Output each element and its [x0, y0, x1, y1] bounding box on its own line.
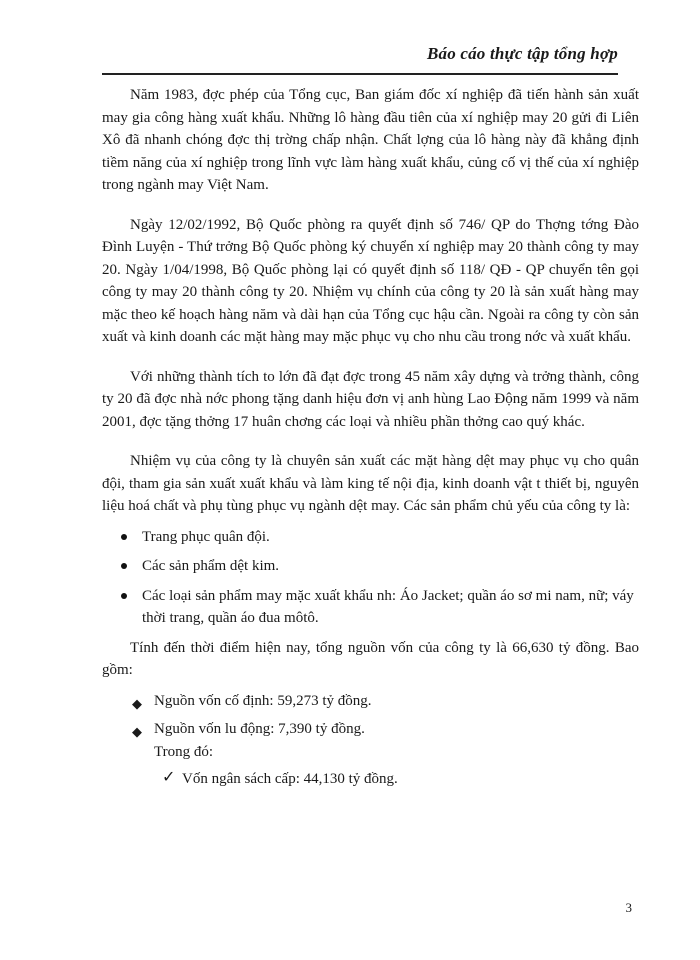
paragraph-mission: Nhiệm vụ của công ty là chuyên sản xuất các mặt hàng dệt may phục vụ cho quân đội, tham gia sản xuất xuất khẩu và làm king tế nội địa, kinh doanh vật t thiết bị, nguyên liệu hoá chất và phụ tùng phục vụ ngành dệt may. Các sản phẩm chủ yếu của công ty là: — [102, 453, 639, 514]
list-item-text: Nguồn vốn cố định: 59,273 tỷ đồng. — [154, 692, 372, 709]
list-item — [102, 526, 639, 549]
list-item — [102, 555, 639, 578]
checkmark-icon: ✓ — [162, 769, 176, 786]
list-item — [102, 718, 639, 741]
list-item — [102, 690, 639, 713]
list-item-text: Các loại sản phẩm may mặc xuất khẩu nh: Áo Jacket; quần áo sơ mi nam, nữ; váy thời trang, quần áo đua môtô. — [142, 587, 634, 626]
page-number: 3 — [625, 900, 632, 915]
paragraph-achievements: Với những thành tích to lớn đã đạt đợc trong 45 năm xây dựng và trởng thành, công ty 20 đã đợc nhà nớc phong tặng danh hiệu đơn vị anh hùng Lao Động năm 1999 và năm 2001, đợc tặng thởng 17 huân chơng các loại và nhiều phần thởng cao quý khác. — [102, 368, 639, 430]
paragraph-capital: Tính đến thời điểm hiện nay, tổng nguồn vốn của công ty là 66,630 tỷ đồng. Bao gồm: — [102, 639, 639, 678]
document-body — [102, 84, 639, 791]
list-item — [102, 585, 639, 630]
list-item-text: Nguồn vốn lu động: 7,390 tỷ đồng. — [154, 721, 365, 737]
list-item-text: Các sản phẩm dệt kim. — [142, 558, 280, 574]
list-item-text: Trang phục quân đội. — [142, 528, 270, 545]
capital-list — [102, 690, 639, 741]
check-list-item — [102, 768, 639, 791]
sub-note: Trong đó: — [154, 743, 214, 760]
diamond-bullet-icon: ◆ — [132, 724, 142, 739]
header-divider — [102, 73, 618, 75]
bullet-icon — [121, 534, 127, 540]
paragraph-reorganization: Ngày 12/02/1992, Bộ Quốc phòng ra quyết định số 746/ QP do Thợng tớng Đào Đình Luyện - Thứ trởng Bộ Quốc phòng ký chuyển xí nghiệp may 20 thành công ty may 20. Ngày 1/04/1998, Bộ Quốc phòng lại có quyết định số 118/ QĐ - QP chuyển tên gọi công ty may 20 thành công ty 20. Nhiệm vụ chính của công ty 20 là sản xuất hàng may mặc theo kế hoạch hàng năm và dài hạn của Tổng cục hậu cần. Ngoài ra công ty còn sản xuất và kinh doanh các mặt hàng may mặc phục vụ cho nhu cầu trong nớc và xuất khẩu. — [102, 216, 639, 345]
diamond-bullet-icon: ◆ — [132, 695, 142, 711]
check-item-text: Vốn ngân sách cấp: 44,130 tỷ đồng. — [182, 771, 398, 787]
paragraph-history-1983: Năm 1983, đợc phép của Tổng cục, Ban giám đốc xí nghiệp đã tiến hành sản xuất may gia công hàng xuất khẩu. Những lô hàng đầu tiên của xí nghiệp may 20 gửi đi Liên Xô đã nhanh chóng đợc thị trờng chấp nhận. Chất lợng của lô hàng này đã khẳng định tiềm năng của xí nghiệp trong lĩnh vực làm hàng xuất khẩu, củng cố vị thế của xí nghiệp trong ngành may Việt Nam. — [102, 87, 639, 193]
header-title: Báo cáo thực tập tổng hợp — [426, 44, 618, 63]
bullet-icon — [121, 563, 127, 569]
product-list — [102, 526, 639, 630]
bullet-icon — [121, 593, 127, 599]
